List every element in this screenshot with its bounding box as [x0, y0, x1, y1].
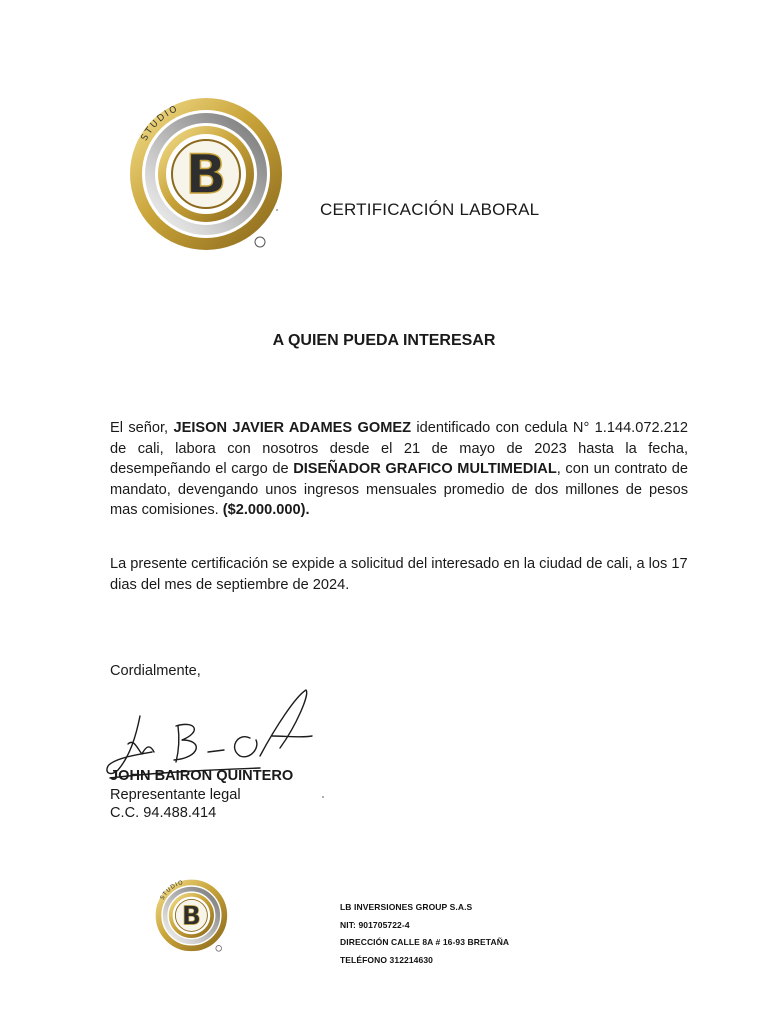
employee-name: JEISON JAVIER ADAMES GOMEZ [173, 420, 412, 436]
logo-letter: B [185, 143, 227, 206]
studio-b-logo-small [150, 874, 230, 954]
logo-brand-text-small: STUDIO [159, 879, 185, 901]
studio-b-logo [118, 86, 288, 256]
employment-paragraph: El señor, JEISON JAVIER ADAMES GOMEZ identificado con cedula N° 1.144.072.212 de cali, labora con nosotros desde el 21 de mayo de 2023 hasta la fecha, desempeñando el cargo de DISEÑADOR GRAFICO MULTIMEDIAL, con un contrato de mandato, devengando unos ingresos mensuales promedio de dos millones de pesos mas comisiones. ($2.000.000). [110, 420, 689, 518]
closing-text: Cordialmente, [110, 663, 201, 679]
company-nit: NIT: 901705722-4 [340, 919, 410, 930]
registered-mark [255, 237, 265, 247]
salary-amount: ($2.000.000). [222, 502, 310, 518]
job-position: DISEÑADOR GRAFICO MULTIMEDIAL [293, 461, 557, 477]
signer-name: JOHN BAIRON QUINTERO [110, 768, 294, 784]
signer-role: Representante legal [110, 787, 241, 803]
recipient-heading: A QUIEN PUEDA INTERESAR [272, 332, 496, 349]
company-phone: TELÉFONO 312214630 [340, 954, 433, 965]
signer-id: C.C. 94.488.414 [110, 805, 217, 821]
logo-brand-text: STUDIO [139, 103, 181, 143]
company-address: DIRECCIÓN CALLE 8A # 16-93 BRETAÑA [340, 937, 510, 947]
company-info [340, 899, 509, 969]
registered-mark-small [216, 946, 222, 952]
certificate-title: CERTIFICACIÓN LABORAL [320, 200, 540, 219]
issuance-paragraph: La presente certificación se expide a solicitud del interesado en la ciudad de cali, a los 17 dias del mes de septiembre de 2024. [110, 556, 688, 593]
company-name: LB INVERSIONES GROUP S.A.S [340, 902, 473, 912]
logo-letter-small: B [181, 900, 202, 931]
